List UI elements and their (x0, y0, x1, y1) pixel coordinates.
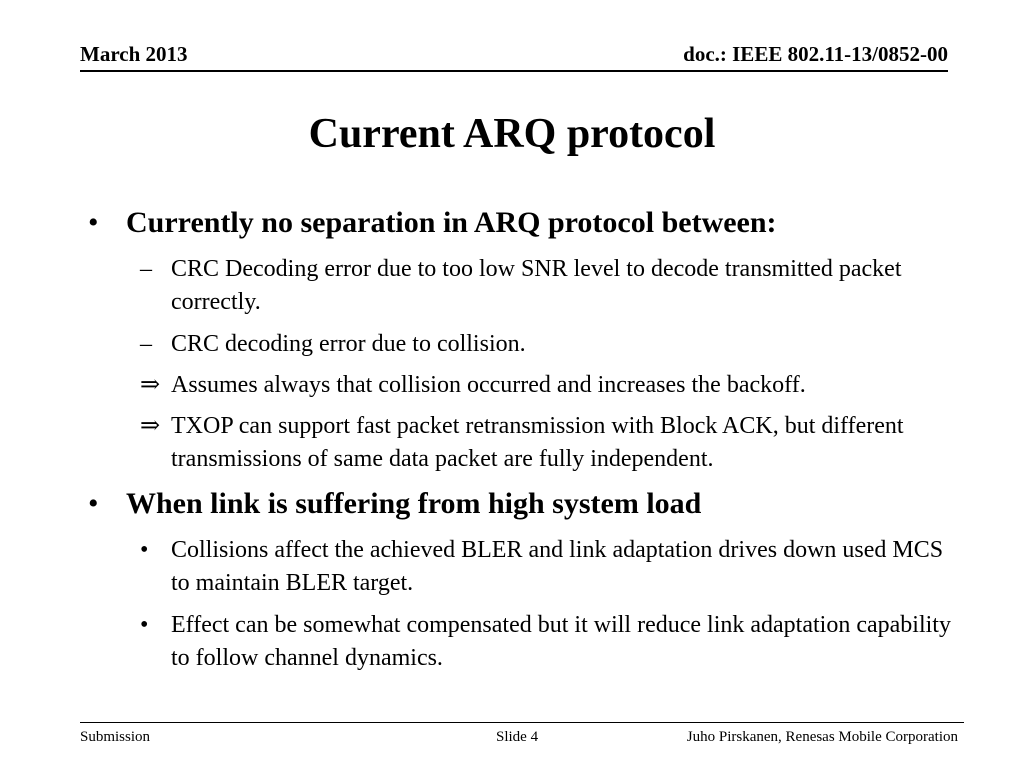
bullet-2-marker: • (88, 487, 99, 520)
bullet-2-text: When link is suffering from high system load (126, 487, 702, 520)
footer-submission: Submission (80, 729, 151, 745)
slide-title: Current ARQ protocol (308, 111, 716, 157)
sub-bullet-1-3-text: Assumes always that collision occurred and increases the backoff. (171, 372, 806, 398)
sub-bullet-2-1-text: Collisions affect the achieved BLER and link adaptation drives down used MCS to maintain BLER target. (171, 537, 944, 596)
bullet-1-marker: • (88, 206, 99, 239)
header-doc-id: doc.: IEEE 802.11-13/0852-00 (683, 42, 948, 66)
header-date: March 2013 (80, 42, 188, 66)
sub-bullet-2-1-marker: • (140, 537, 149, 563)
footer-slide-number: Slide 4 (496, 729, 539, 745)
slide-header (80, 40, 948, 72)
sub-bullet-1-3-marker: ⇒ (140, 372, 161, 398)
bullet-1-text: Currently no separation in ARQ protocol between: (126, 206, 777, 239)
sub-bullet-2-2-marker: • (140, 612, 149, 638)
sub-bullet-2-2-text: Effect can be somewhat compensated but it will reduce link adaptation capability to follow channel dynamics. (171, 612, 951, 671)
sub-bullet-1-1-marker: – (140, 256, 152, 282)
sub-bullet-1-2-text: CRC decoding error due to collision. (171, 331, 526, 357)
sub-bullet-1-4-text: TXOP can support fast packet retransmission with Block ACK, but different transmissions of same data packet are fully independent. (171, 413, 904, 472)
slide-footer (80, 722, 964, 745)
footer-author: Juho Pirskanen, Renesas Mobile Corporation (686, 729, 958, 745)
sub-bullet-1-4-marker: ⇒ (140, 413, 161, 439)
sub-bullet-1-1-text: CRC Decoding error due to too low SNR level to decode transmitted packet correctly. (171, 256, 902, 315)
sub-bullet-1-2-marker: – (140, 331, 152, 357)
